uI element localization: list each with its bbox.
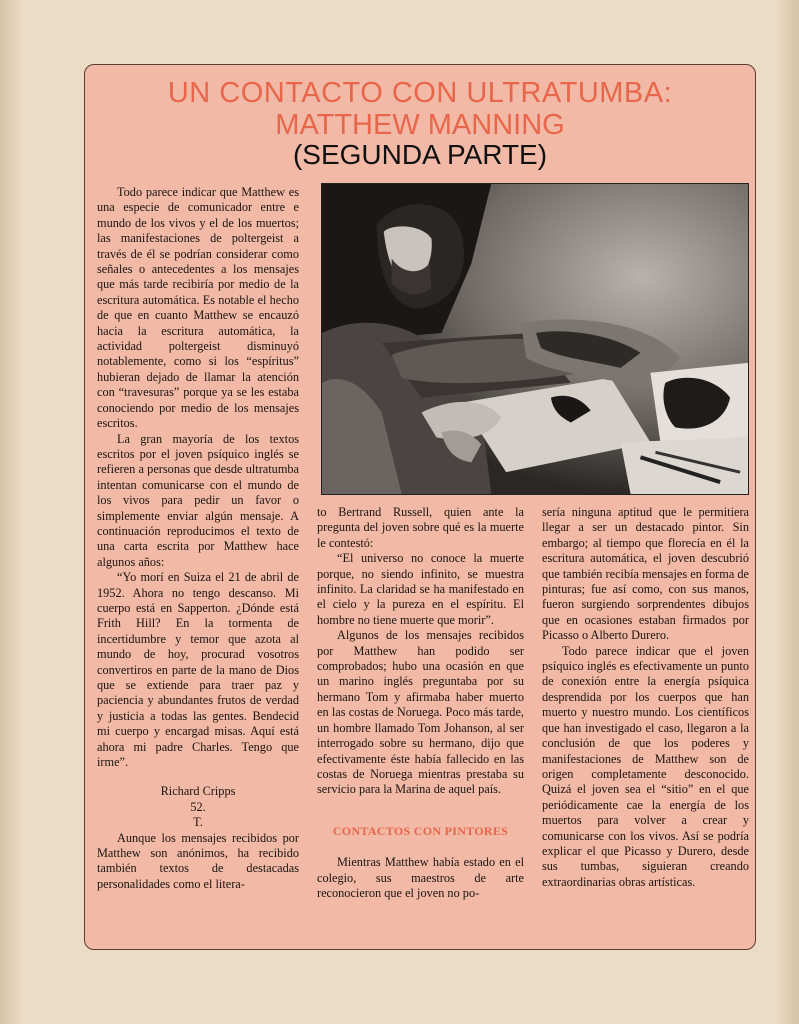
signature-initial: T.	[193, 815, 203, 830]
col1-paragraph-3: “Yo morí en Suiza el 21 de abril de 1952. Ahora no tengo descanso. Mi cuerpo está en Sapperton. ¿Dónde está Frith Hill? En la tormenta de incertidumbre y temor que azota al mundo de hoy, procurad vosotros convertiros en parte de la mano de Dios que se extiende para traer paz y paciencia y abundantes frutos de verdad y justicia a todas las gentes. Bendecid mi cuerpo y encargad misas. Aquí está ahora mi padre Charles. Tengo que irme”.	[97, 570, 299, 770]
col2-paragraph-2: “El universo no conoce la muerte porque, no siendo infinito, se muestra infinito. La claridad se ha manifestado en el cielo y la pureza en el espíritu. El hombre no tiene muerte que morir”.	[317, 551, 524, 627]
column-1	[97, 185, 299, 892]
col3-paragraph-2: Todo parece indicar que el joven psíquico inglés es efectivamente un punto de conexión entre la energía psíquica desprendida por los cuerpos que han muerto y nuestro mundo. Los científicos que han investigado el caso, llegaron a la conclusión de que los poderes y manifestaciones de Matthew son de origen completamente desconocido. Quizá el joven sea el “sitio” en el que periódicamente cae la energía de los muertos para volver a crear y comunicarse con los vivos. Así se podría explicar el que Picasso y Durero, desde sus tumbas, siguieran creando extraordinarias obras artísticas.	[542, 643, 749, 889]
column-2	[317, 505, 524, 901]
photo-drawing-icon	[321, 183, 749, 495]
col1-paragraph-4: Aunque los mensajes recibidos por Matthew son anónimos, ha recibido también textos de destacadas personalidades como el litera-	[97, 830, 299, 891]
col1-paragraph-2: La gran mayoría de los textos escritos por el joven psíquico inglés se refieren a personas que desde ultratumba intentan comunicarse con el mundo de los vivos para pedir un favor o simplemente enviar algún mensaje. A continuación reproducimos el texto de una carta escrita por Matthew hace algunos años:	[97, 431, 299, 569]
col2-paragraph-3: Algunos de los mensajes recibidos por Matthew han podido ser comprobados; hubo una ocasión en que un marino inglés preguntaba por su hermano Tom y afirmaba haber muerto en las costas de Noruega. Poco más tarde, un hombre llamado Tom Johanson, al ser interrogado sobre su hermano, dijo que efectivamente éste había fallecido en las costas de Noruega mientras prestaba su servicio para la Marina de aquel país.	[317, 628, 524, 797]
article-panel	[84, 64, 756, 950]
col3-paragraph-1: sería ninguna aptitud que le permitiera llegar a ser un destacado pintor. Sin embargo; al tiempo que florecía en él la escritura automática, el joven descubrió que también recibía mensajes en forma de pinturas; fue así como, con sus manos, fueron surgiendo sorprendentes dibujos que en ocasiones estaban firmados por Picasso o Alberto Durero.	[542, 505, 749, 643]
signature-name: Richard Cripps	[160, 784, 236, 799]
col2-paragraph-4: Mientras Matthew había estado en el colegio, sus maestros de arte reconocieron que el joven no po-	[317, 855, 524, 900]
column-3	[542, 505, 749, 890]
signature-year: 52.	[190, 799, 206, 814]
col1-paragraph-1: Todo parece indicar que Matthew es una especie de comunicador entre e mundo de los vivos y el de los muertos; las manifestaciones de poltergeist a través de él se podrían considerar como señales o antecedentes a los mensajes que más tarde recibiría por medio de la escritura automática. Es notable el hecho de que en cuanto Matthew se encauzó hacia la escritura automática, la actividad poltergeist disminuyó notablemente, como si los “espíritus” hubieran dejado de llamar la atención con “travesuras” porque ya se les estaba conociendo por medio de los mensajes escritos.	[97, 185, 299, 431]
col2-paragraph-1: to Bertrand Russell, quien ante la pregunta del joven sobre qué es la muerte le contestó:	[317, 505, 524, 550]
title-line-2: MATTHEW MANNING	[275, 109, 565, 141]
title-line-3: (SEGUNDA PARTE)	[292, 139, 548, 170]
subheading-pintores: CONTACTOS CON PINTORES	[332, 823, 509, 838]
title-line-1: UN CONTACTO CON ULTRATUMBA:	[167, 77, 673, 109]
